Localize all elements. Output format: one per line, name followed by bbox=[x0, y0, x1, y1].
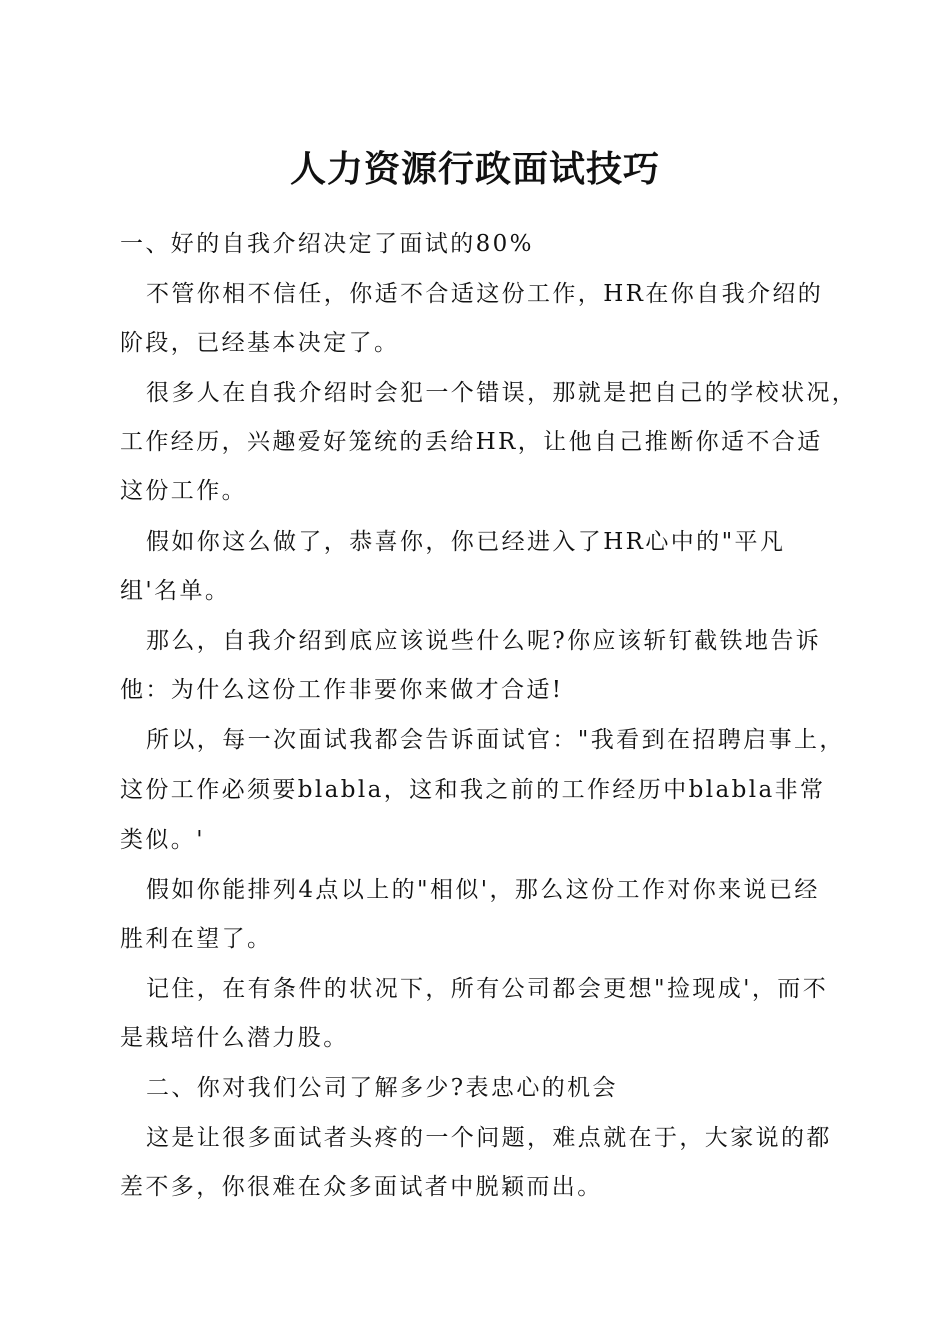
paragraph-line: 记住，在有条件的状况下，所有公司都会更想"捡现成'，而不 bbox=[146, 976, 829, 1002]
section-heading-1: 一、好的自我介绍决定了面试的80% bbox=[120, 231, 534, 257]
paragraph-line: 阶段，已经基本决定了。 bbox=[120, 330, 400, 356]
paragraph-line: 这是让很多面试者头疼的一个问题，难点就在于，大家说的都 bbox=[146, 1125, 832, 1151]
paragraph-line: 他：为什么这份工作非要你来做才合适! bbox=[120, 677, 564, 703]
paragraph-line: 假如你这么做了，恭喜你，你已经进入了HR心中的"平凡 bbox=[146, 529, 786, 555]
paragraph-line: 不管你相不信任，你适不合适这份工作，HR在你自我介绍的 bbox=[146, 281, 824, 307]
document-title: 人力资源行政面试技巧 bbox=[289, 148, 660, 190]
paragraph-line: 胜利在望了。 bbox=[120, 926, 273, 952]
paragraph-line: 很多人在自我介绍时会犯一个错误，那就是把自己的学校状况， bbox=[146, 380, 858, 406]
paragraph-line: 工作经历，兴趣爱好笼统的丢给HR，让他自己推断你适不合适 bbox=[120, 429, 823, 455]
paragraph-line: 类似。' bbox=[120, 827, 205, 853]
paragraph-line: 差不多，你很难在众多面试者中脱颖而出。 bbox=[120, 1174, 603, 1200]
section-heading-2: 二、你对我们公司了解多少?表忠心的机会 bbox=[146, 1075, 618, 1101]
paragraph-line: 是栽培什么潜力股。 bbox=[120, 1025, 349, 1051]
paragraph-line: 假如你能排列4点以上的"相似'，那么这份工作对你来说已经 bbox=[146, 877, 820, 903]
paragraph-line: 组'名单。 bbox=[120, 578, 231, 604]
paragraph-line: 这份工作必须要blabla，这和我之前的工作经历中blabla非常 bbox=[120, 777, 826, 803]
paragraph-line: 这份工作。 bbox=[120, 478, 247, 504]
paragraph-line: 那么，自我介绍到底应该说些什么呢?你应该斩钉截铁地告诉 bbox=[146, 628, 822, 654]
paragraph-line: 所以，每一次面试我都会告诉面试官："我看到在招聘启事上， bbox=[146, 727, 845, 753]
